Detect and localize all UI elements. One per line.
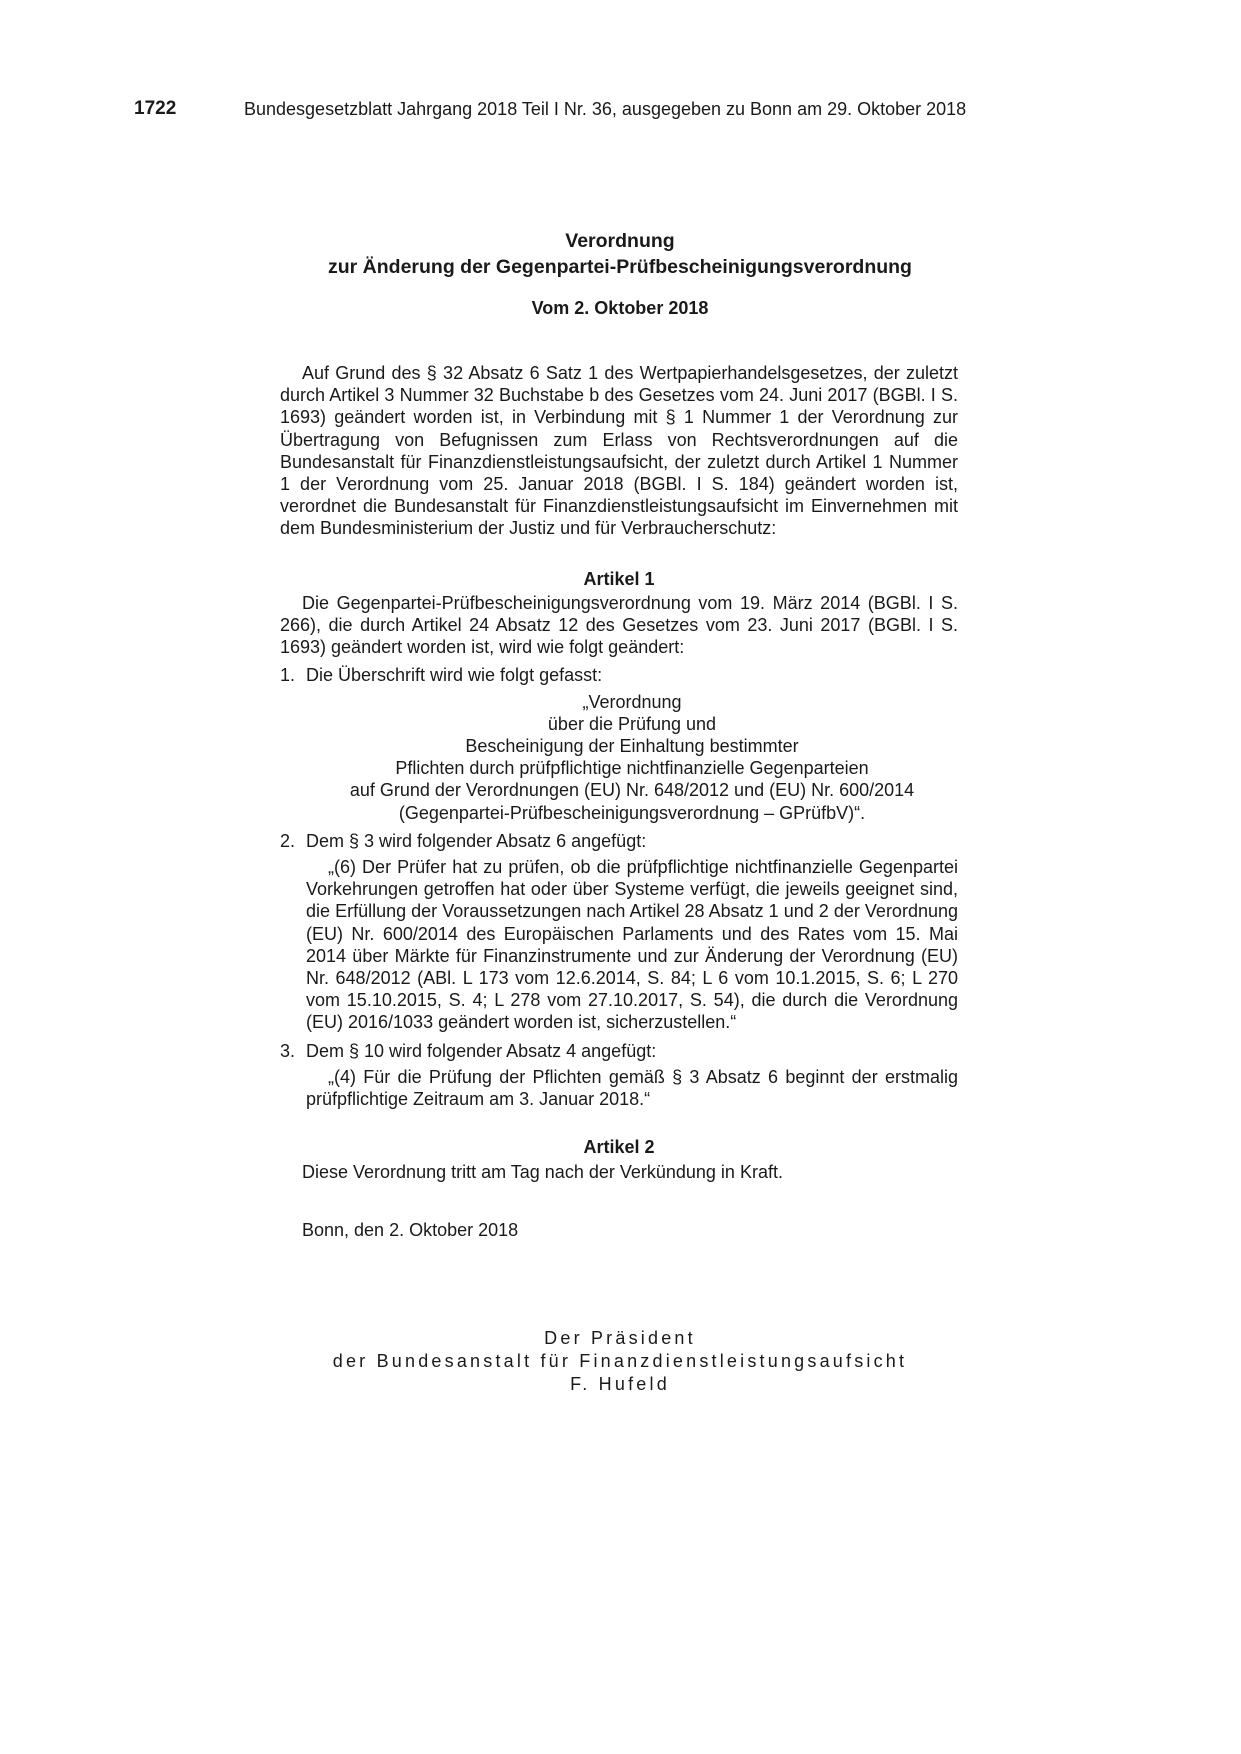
quote-line: (Gegenpartei-Prüfbescheinigungsverordnung – GPrüfbV)“. [398,802,866,823]
item-text: Dem § 10 wird folgender Absatz 4 angefügt: [306,1040,657,1061]
page-header [0,98,1241,128]
artikel-2-text: Diese Verordnung tritt am Tag nach der Verkündung in Kraft. [302,1161,783,1182]
quote-paragraph: „(4) Für die Prüfung der Pflichten gemäß § 3 Absatz 6 beginnt der erstmalig prüfpflichtige Zeitraum am 3. Januar 2018.“ [306,1066,958,1110]
item-text: Die Überschrift wird wie folgt gefasst: [306,665,603,686]
signature-line-1: Der Präsident [544,1328,696,1348]
item-text: Dem § 3 wird folgender Absatz 6 angefügt: [306,830,647,851]
quote-paragraph: „(6) Der Prüfer hat zu prüfen, ob die prüfpflichtige nichtfinanzielle Gegenpartei Vorkehrungen getroffen hat oder über Systeme verfügt, die jeweils geeignet sind, die Erfüllung der Voraussetzungen nach Artikel 28 Absatz 1 und 2 der Verordnung (EU) Nr. 600/2014 des Europäischen Parlaments und des Rates vom 15. Mai 2014 über Märkte für Finanzinstrumente und zur Änderung der Verordnung (EU) Nr. 648/2012 (ABl. L 173 vom 12.6.2014, S. 84; L 6 vom 10.1.2015, S. 6; L 270 vom 15.10.2015, S. 4; L 278 vom 27.10.2017, S. 54), die durch die Verordnung (EU) 2016/1033 geändert worden ist, sicherzustellen.“ [306,857,958,1033]
running-title: Bundesgesetzblatt Jahrgang 2018 Teil I Nr. 36, ausgegeben zu Bonn am 29. Oktober 2018 [244,99,967,119]
item-number: 3. [280,1040,296,1061]
list-item [280,830,958,852]
title-line-2: zur Änderung der Gegenpartei-Prüfbescheinigungsverordnung [328,256,912,278]
document-title [280,228,960,280]
quote-line: über die Prüfung und [547,713,717,734]
quote-line: Bescheinigung der Einhaltung bestimmter [465,736,799,757]
item-number: 1. [280,665,296,686]
quote-line: Pflichten durch prüfpflichtige nichtfinanzielle Gegenparteien [395,758,869,779]
absatz-6-quote [306,856,958,1034]
signature-block [280,1327,960,1396]
signature-line-2: der Bundesanstalt für Finanzdienstleistungsaufsicht [332,1351,908,1371]
document-date: Vom 2. Oktober 2018 [531,298,709,318]
signature-name: F. Hufeld [570,1374,670,1394]
artikel-2-heading: Artikel 2 [583,1137,655,1158]
place-date: Bonn, den 2. Oktober 2018 [302,1219,519,1240]
title-line-1: Verordnung [565,230,675,252]
page-number: 1722 [134,98,177,119]
quote-line: „Verordnung [582,691,682,712]
quote-line: auf Grund der Verordnungen (EU) Nr. 648/2012 und (EU) Nr. 600/2014 [349,780,915,801]
item-number: 2. [280,830,296,851]
new-title-quote [306,691,958,824]
list-item [280,1040,958,1062]
preamble: Auf Grund des § 32 Absatz 6 Satz 1 des Wertpapierhandelsgesetzes, der zuletzt durch Artikel 3 Nummer 32 Buchstabe b des Gesetzes vom 24. Juni 2017 (BGBl. I S. 1693) geändert worden ist, in Verbindung mit § 1 Nummer 1 der Verordnung zur Übertragung von Befugnissen zum Erlass von Rechtsverordnungen auf die Bundesanstalt für Finanzdienstleistungsaufsicht, der zuletzt durch Artikel 1 Nummer 1 der Verordnung vom 25. Januar 2018 (BGBl. I S. 184) geändert worden ist, verordnet die Bundesanstalt für Finanzdienstleistungsaufsicht im Einvernehmen mit dem Bundesministerium der Justiz und für Verbraucherschutz: [280,363,958,539]
absatz-4-quote [306,1066,958,1110]
document-body [280,362,958,1241]
list-item [280,664,958,686]
artikel-1-heading: Artikel 1 [583,568,655,589]
artikel-1-intro: Die Gegenpartei-Prüfbescheinigungsverordnung vom 19. März 2014 (BGBl. I S. 266), die durch Artikel 24 Absatz 12 des Gesetzes vom 23. Juni 2017 (BGBl. I S. 1693) geändert worden ist, wird wie folgt geändert: [280,592,958,658]
